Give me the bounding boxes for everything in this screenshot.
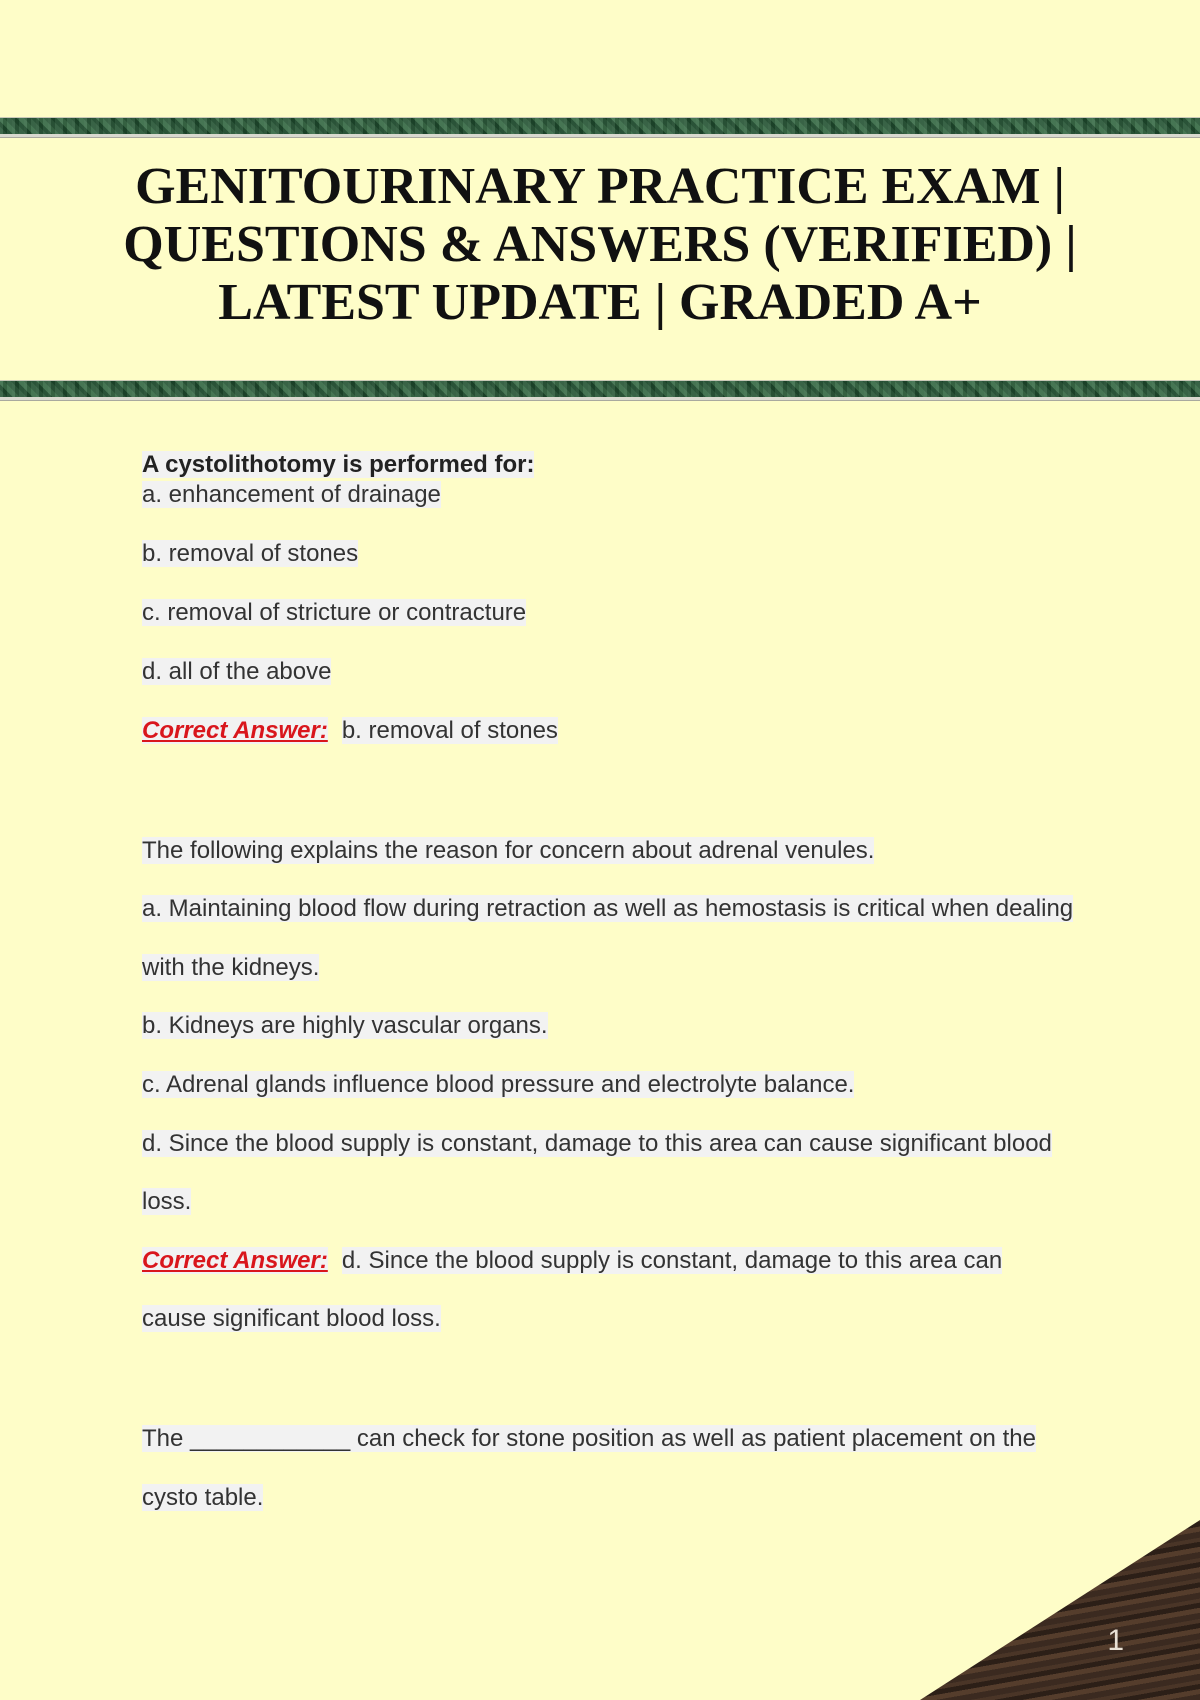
question-3-text: The ____________ can check for stone position as well as patient placement on the bbox=[142, 1425, 1036, 1452]
corner-wood-decoration bbox=[920, 1520, 1200, 1700]
question-1-option-d: d. all of the above bbox=[142, 658, 332, 685]
question-block-2 bbox=[142, 836, 1082, 1334]
title-line-3: LATEST UPDATE | GRADED A+ bbox=[218, 274, 982, 331]
document-title bbox=[60, 158, 1140, 332]
question-2-answer-row bbox=[142, 1246, 1082, 1276]
question-2-text: The following explains the reason for concern about adrenal venules. bbox=[142, 837, 875, 864]
header-decorative-band bbox=[0, 117, 1200, 134]
question-2-option-b: b. Kidneys are highly vascular organs. bbox=[142, 1012, 548, 1039]
page-number: 1 bbox=[1107, 1624, 1124, 1657]
question-block-3 bbox=[142, 1424, 1082, 1513]
question-3-text-cont: cysto table. bbox=[142, 1484, 264, 1511]
question-1-answer: b. removal of stones bbox=[341, 717, 558, 744]
questions-body bbox=[142, 450, 1082, 1513]
question-1-text: A cystolithotomy is performed for: bbox=[142, 451, 535, 478]
title-divider-band bbox=[0, 380, 1200, 397]
question-1-answer-row bbox=[142, 716, 1082, 746]
title-line-1: GENITOURINARY PRACTICE EXAM | bbox=[135, 158, 1065, 215]
question-1-option-a: a. enhancement of drainage bbox=[142, 481, 441, 508]
correct-answer-label: Correct Answer: bbox=[142, 717, 328, 744]
question-2-option-c: c. Adrenal glands influence blood pressure and electrolyte balance. bbox=[142, 1071, 855, 1098]
question-block-1 bbox=[142, 450, 1082, 746]
question-1-option-c: c. removal of stricture or contracture bbox=[142, 599, 527, 626]
question-2-answer: d. Since the blood supply is constant, damage to this area can bbox=[341, 1247, 1003, 1274]
question-2-option-d-cont: loss. bbox=[142, 1188, 192, 1215]
question-1-option-b: b. removal of stones bbox=[142, 540, 359, 567]
title-line-2: QUESTIONS & ANSWERS (VERIFIED) | bbox=[123, 216, 1077, 273]
question-2-answer-cont: cause significant blood loss. bbox=[142, 1305, 441, 1332]
question-2-option-a: a. Maintaining blood flow during retraction as well as hemostasis is critical when dealing bbox=[142, 895, 1074, 922]
question-2-option-d: d. Since the blood supply is constant, damage to this area can cause significant blood bbox=[142, 1130, 1052, 1157]
correct-answer-label: Correct Answer: bbox=[142, 1247, 328, 1274]
question-2-option-a-cont: with the kidneys. bbox=[142, 954, 320, 981]
